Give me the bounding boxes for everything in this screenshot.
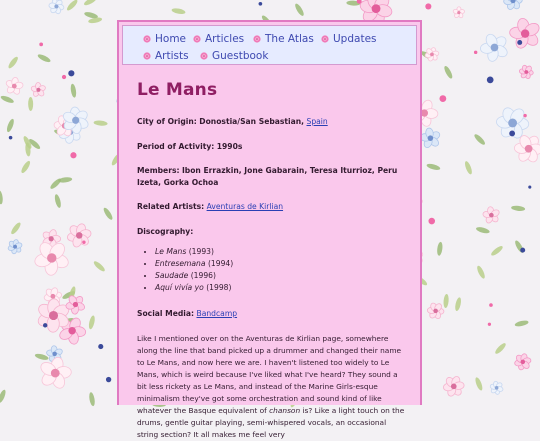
period-value: 1990s	[216, 141, 243, 151]
flower-shape	[509, 17, 540, 50]
leaf-shape	[436, 242, 443, 257]
berry-dot	[520, 248, 525, 253]
berry-dot	[425, 3, 431, 9]
leaf-shape	[70, 83, 77, 98]
berry-dot	[488, 323, 491, 326]
social-field	[137, 308, 420, 320]
leaf-shape	[83, 0, 98, 7]
leaf-shape	[6, 118, 16, 133]
flower-shape	[427, 302, 444, 320]
discography-list	[137, 246, 420, 294]
list-item	[155, 282, 420, 294]
berry-dot	[259, 2, 263, 6]
origin-value: Donostia/San Sebastian,	[199, 117, 305, 126]
flower-shape	[490, 381, 504, 395]
berry-dot	[98, 344, 103, 349]
berry-dot	[82, 241, 85, 244]
flower-shape	[514, 353, 531, 371]
leaf-shape	[10, 221, 22, 235]
leaf-shape	[49, 177, 63, 190]
nav-item-artists[interactable]	[143, 50, 189, 62]
origin-label: City of Origin:	[137, 117, 197, 126]
berry-dot	[62, 75, 66, 79]
nav-item-the-atlas[interactable]	[253, 33, 314, 45]
berry-dot	[474, 51, 477, 54]
body-text-2: is? Like a light touch on the drums, gentle guitar playing, semi-whispered vocals, an occasional string section? It all makes me feel very	[137, 405, 405, 439]
flower-shape	[7, 239, 22, 254]
leaf-shape	[464, 160, 474, 175]
article-content	[119, 80, 420, 441]
leaf-shape	[490, 245, 504, 258]
album-year: (1994)	[207, 259, 234, 268]
content-panel	[117, 20, 422, 439]
leaf-shape	[0, 94, 15, 104]
nav-label: Updates	[333, 33, 377, 45]
pink-flower-icon	[253, 35, 261, 43]
leaf-shape	[426, 163, 441, 172]
nav-label: Artists	[155, 50, 189, 62]
flower-shape	[5, 77, 23, 95]
flower-shape	[519, 65, 534, 80]
leaf-shape	[474, 377, 484, 392]
body-italic: chanson	[269, 405, 301, 415]
related-field	[137, 201, 420, 213]
flower-shape	[48, 0, 64, 14]
leaf-shape	[514, 320, 529, 328]
leaf-shape	[0, 389, 7, 404]
berry-dot	[68, 70, 74, 76]
album-year: (1993)	[188, 247, 214, 256]
nav-label: Articles	[205, 33, 245, 45]
social-label: Social Media:	[137, 309, 195, 318]
flower-shape	[443, 375, 465, 397]
flower-shape	[67, 223, 92, 249]
pink-flower-icon	[193, 35, 201, 43]
leaf-shape	[88, 392, 95, 407]
berry-dot	[43, 323, 47, 327]
album-title: Aquí vivía yo	[155, 283, 204, 292]
nav-item-articles[interactable]	[193, 33, 244, 45]
leaf-shape	[37, 53, 52, 64]
leaf-shape	[443, 294, 449, 308]
nav-label: Guestbook	[212, 50, 269, 62]
flower-shape	[480, 33, 509, 63]
origin-field	[137, 116, 420, 128]
berry-dot	[528, 186, 531, 189]
flower-shape	[420, 127, 441, 148]
body-text-1: Like I mentioned over on the Aventuras de Kirlian page, somewhere along the line that band picked up a drummer and changed their name to Le Mans, and now here we are. I haven't listened too widely to Le Mans, which is weird because I've liked what I've heard? They sound a bit less rickety as Le Mans, and instead of the Marine Girls-esque minimalism they've got some orchestration and sound kind of like whatever the Basque equivalent of	[137, 333, 402, 415]
leaf-shape	[443, 65, 454, 80]
period-field	[137, 141, 420, 153]
berry-dot	[39, 43, 43, 47]
nav-label: The Atlas	[265, 33, 314, 45]
pink-flower-icon	[200, 52, 208, 60]
body-paragraph	[137, 333, 420, 441]
pink-flower-icon	[143, 35, 151, 43]
social-link-bandcamp[interactable]: Bandcamp	[196, 309, 238, 318]
leaf-shape	[475, 226, 490, 235]
nav-item-guestbook[interactable]	[200, 50, 268, 62]
origin-link-spain[interactable]: Spain	[306, 117, 328, 126]
leaf-shape	[28, 97, 33, 111]
album-title: Entresemana	[155, 259, 206, 268]
flower-shape	[482, 206, 500, 224]
nav-item-updates[interactable]	[321, 33, 377, 45]
nav-bar	[122, 25, 417, 65]
leaf-shape	[54, 194, 62, 209]
berry-dot	[487, 77, 494, 84]
members-label: Members:	[137, 166, 180, 175]
nav-label: Home	[155, 33, 187, 45]
leaf-shape	[511, 205, 525, 212]
related-label: Related Artists:	[137, 202, 205, 211]
berry-dot	[428, 218, 435, 225]
berry-dot	[489, 303, 493, 307]
album-title: Saudade	[155, 271, 189, 280]
flower-shape	[453, 7, 465, 19]
list-item	[155, 258, 420, 270]
berry-dot	[106, 377, 111, 382]
leaf-shape	[102, 206, 114, 220]
leaf-shape	[476, 265, 487, 280]
list-item	[155, 246, 420, 258]
pink-flower-icon	[321, 35, 329, 43]
berry-dot	[9, 136, 13, 140]
leaf-shape	[7, 55, 19, 69]
leaf-shape	[171, 7, 186, 15]
leaf-shape	[92, 260, 106, 273]
discography-label: Discography:	[137, 226, 194, 236]
members-value: Ibon Errazkin, Jone Gabarain, Teresa Iturrioz, Peru Izeta, Gorka Ochoa	[137, 166, 398, 187]
flower-shape	[38, 356, 71, 390]
page-title: Le Mans	[137, 80, 218, 100]
nav-item-home[interactable]	[143, 33, 186, 45]
leaf-shape	[88, 315, 96, 330]
flower-shape	[425, 47, 440, 62]
leaf-shape	[93, 120, 107, 126]
members-field	[137, 165, 420, 188]
berry-dot	[523, 114, 526, 117]
leaf-shape	[473, 133, 486, 146]
leaf-shape	[66, 0, 79, 12]
berry-dot	[70, 152, 76, 158]
album-year: (1996)	[190, 271, 216, 280]
leaf-shape	[0, 190, 3, 205]
pink-flower-icon	[143, 52, 151, 60]
album-title: Le Mans	[155, 247, 187, 256]
list-item	[155, 270, 420, 282]
leaf-shape	[454, 297, 462, 312]
leaf-shape	[20, 160, 32, 174]
leaf-shape	[294, 2, 306, 17]
berry-dot	[509, 131, 515, 137]
leaf-shape	[494, 342, 507, 355]
flower-shape	[503, 0, 522, 11]
related-link-aventuras[interactable]: Aventuras de Kirlian	[206, 202, 284, 211]
berry-dot	[439, 95, 446, 102]
berry-dot	[517, 40, 522, 45]
period-label: Period of Activity:	[137, 141, 215, 151]
flower-shape	[31, 82, 47, 97]
discography-heading	[137, 226, 420, 238]
album-year: (1998)	[206, 283, 232, 292]
